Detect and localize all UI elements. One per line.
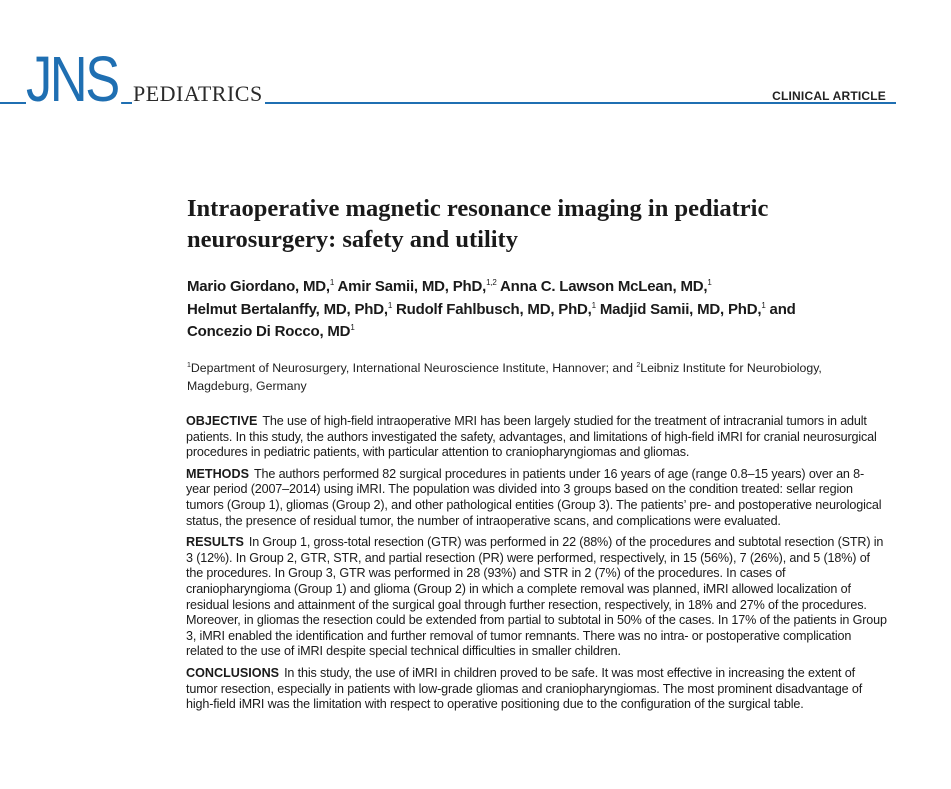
section-text: The use of high-field intraoperative MRI has been largely studied for the treatment of intracranial tumors in adult patients. In this study, the authors investigated the safety, advantages, and limitations of high-field iMRI for cranial neurosurgical procedures in pediatric patients, with particular attention to craniopharyngiomas and gliomas. [186,414,877,460]
abstract-methods [186,467,887,529]
article-type-label: CLINICAL ARTICLE [772,89,886,103]
author-conjunction: and [765,300,796,318]
article-title: Intraoperative magnetic resonance imaging in pediatric neurosurgery: safety and utility [187,195,769,253]
author-affiliation-mark: 1 [387,300,393,310]
section-heading: CONCLUSIONS [186,665,280,680]
author-list [187,276,887,344]
author-name[interactable]: Mario Giordano, MD, [187,278,330,295]
logo-jns: JNS [26,47,121,111]
abstract-objective [186,414,887,461]
affiliations [187,360,887,395]
abstract-conclusions [186,666,887,713]
author-name[interactable]: Amir Samii, MD, PhD, [337,278,487,295]
section-text: The authors performed 82 surgical procedures in patients under 16 years of age (range 0.8–15 years) over an 8-year period (2007–2014) using iMRI. The population was divided into 3 groups based on the condition treated: sellar region tumors (Group 1), gliomas (Group 2), and other pathological entities (Group 3). The patients’ pre- and postoperative neurological status, the presence of residual tumor, the number of intraoperative scans, and complications were evaluated. [186,466,882,528]
section-text: In this study, the use of iMRI in children proved to be safe. It was most effective in increasing the extent of tumor resection, especially in patients with low-grade gliomas and craniopharyngiomas. The most prominent disadvantage of high-field iMRI was the limitation with respect to operative positioning due to the configuration of the surgical table. [186,665,863,712]
author-name[interactable]: Concezio Di Rocco, MD [187,323,351,340]
affiliation-mark: 2 [636,362,641,369]
author-affiliation-mark: 1 [591,300,596,310]
author-name[interactable]: Madjid Samii, MD, PhD, [599,300,762,318]
abstract [186,414,887,719]
logo-pediatrics: PEDIATRICS [133,81,263,106]
abstract-results [186,535,887,660]
affiliation-mark: 1 [187,362,191,369]
section-heading: OBJECTIVE [186,414,258,428]
author-affiliation-mark: 1 [329,278,335,287]
author-affiliation-mark: 1 [761,300,766,310]
author-affiliation-mark: 1 [707,278,712,287]
affiliation-1: Department of Neurosurgery, International Neuroscience Institute, Hannover; and [190,361,637,375]
author-name[interactable]: Anna C. Lawson McLean, MD, [500,278,708,295]
section-text: In Group 1, gross-total resection (GTR) was performed in 22 (88%) of the procedures and subtotal resection (STR) in 3 (12%). In Group 2, GTR, STR, and partial resection (PR) were performed, respectively, in 15 (56%), 7 (26%), and 5 (18%) of the procedures. In Group 3, GTR was performed in 28 (93%) and STR in 2 (7%) of the procedures. In cases of craniopharyngioma (Group 1) and glioma (Group 2) in which a complete removal was planned, iMRI allowed localization of residual lesions and attainment of the surgical goal through further resection, respectively, in 18% and 27% of the procedures. Moreover, in gliomas the resection could be extended from partial to subtotal in 50% of the cases. In 17% of the patients in Group 3, iMRI enabled the identification and further removal of tumor remnants. There was no intra- or postoperative complication related to the use of iMRI despite special technical difficulties in smaller children. [186,535,887,659]
affiliation-2: Leibniz Institute for Neurobiology, Magdeburg, Germany [187,361,822,393]
author-affiliation-mark: 1 [350,323,355,332]
author-name[interactable]: Helmut Bertalanffy, MD, PhD, [187,300,388,318]
author-affiliation-mark: 1,2 [486,278,497,287]
section-heading: METHODS [186,466,249,481]
author-name[interactable]: Rudolf Fahlbusch, MD, PhD, [396,300,592,318]
section-heading: RESULTS [186,535,244,550]
